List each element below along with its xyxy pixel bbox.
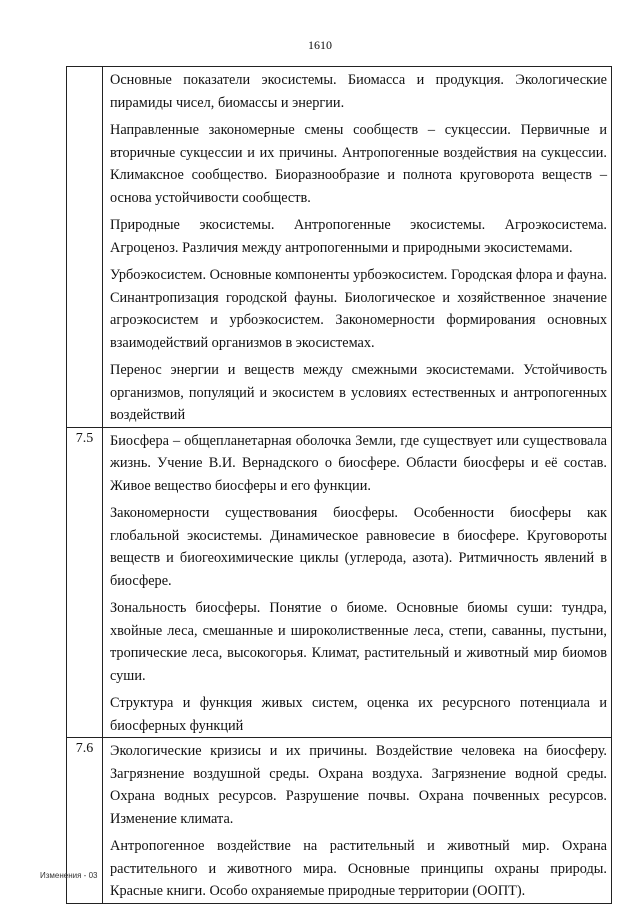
table-row — [67, 738, 612, 904]
row-number-cell — [67, 67, 103, 428]
paragraph: Экологические кризисы и их причины. Воздействие человека на биосферу. Загрязнение воздушной среды. Охрана воздуха. Загрязнение водной среды. Охрана водных ресурсов. Разрушение почвы. Охрана почвенных ресурсов. Изменение климата. — [110, 743, 607, 827]
table-row — [67, 67, 612, 428]
page-number: 1610 — [308, 38, 332, 52]
row-number-cell: 7.5 — [67, 427, 103, 738]
footer-revision-note: Изменения - 03 — [40, 871, 98, 880]
row-content-cell — [103, 427, 612, 738]
table-row — [67, 427, 612, 738]
paragraph: Природные экосистемы. Антропогенные экосистемы. Агроэкосистема. Агроценоз. Различия между антропогенными и природными экосистемами. — [110, 217, 607, 256]
row-number-cell: 7.6 — [67, 738, 103, 904]
paragraph: Структура и функция живых систем, оценка их ресурсного потенциала и биосферных функций — [110, 695, 607, 734]
paragraph: Основные показатели экосистемы. Биомасса и продукция. Экологические пирамиды чисел, биомассы и энергии. — [110, 72, 607, 111]
paragraph: Урбоэкосистем. Основные компоненты урбоэкосистем. Городская флора и фауна. Синантропизация городской фауны. Биологическое и хозяйственное значение агроэкосистем и урбоэкосистем. Закономерности формирования основных взаимодействий организмов в экосистемах. — [110, 267, 607, 351]
paragraph: Направленные закономерные смены сообществ – сукцессии. Первичные и вторичные сукцессии и их причины. Антропогенные воздействия на сукцессии. Климаксное сообщество. Биоразнообразие и полнота круговорота веществ – основа устойчивости сообществ. — [110, 122, 607, 206]
paragraph: Антропогенное воздействие на растительный и животный мир. Охрана растительного и животного мира. Основные принципы охраны природы. Красные книги. Особо охраняемые природные территории (ООПТ). — [110, 838, 607, 899]
row-content-cell — [103, 738, 612, 904]
curriculum-table — [66, 66, 612, 904]
paragraph: Биосфера – общепланетарная оболочка Земли, где существует или существовала жизнь. Учение В.И. Вернадского о биосфере. Области биосферы и её состав. Живое вещество биосферы и его функции. — [110, 432, 607, 494]
paragraph: Закономерности существования биосферы. Особенности биосферы как глобальной экосистемы. Динамическое равновесие в биосфере. Круговороты веществ и биогеохимические циклы (углерода, азота). Ритмичность явлений в биосфере. — [110, 505, 607, 589]
row-content-cell — [103, 67, 612, 428]
paragraph: Перенос энергии и веществ между смежными экосистемами. Устойчивость организмов, популяций и экосистем в условиях естественных и антропогенных воздействий — [110, 362, 607, 423]
paragraph: Зональность биосферы. Понятие о биоме. Основные биомы суши: тундра, хвойные леса, смешанные и широколиственные леса, степи, саванны, пустыни, тропические леса, высокогорья. Климат, растительный и животный мир биомов суши. — [110, 600, 607, 684]
